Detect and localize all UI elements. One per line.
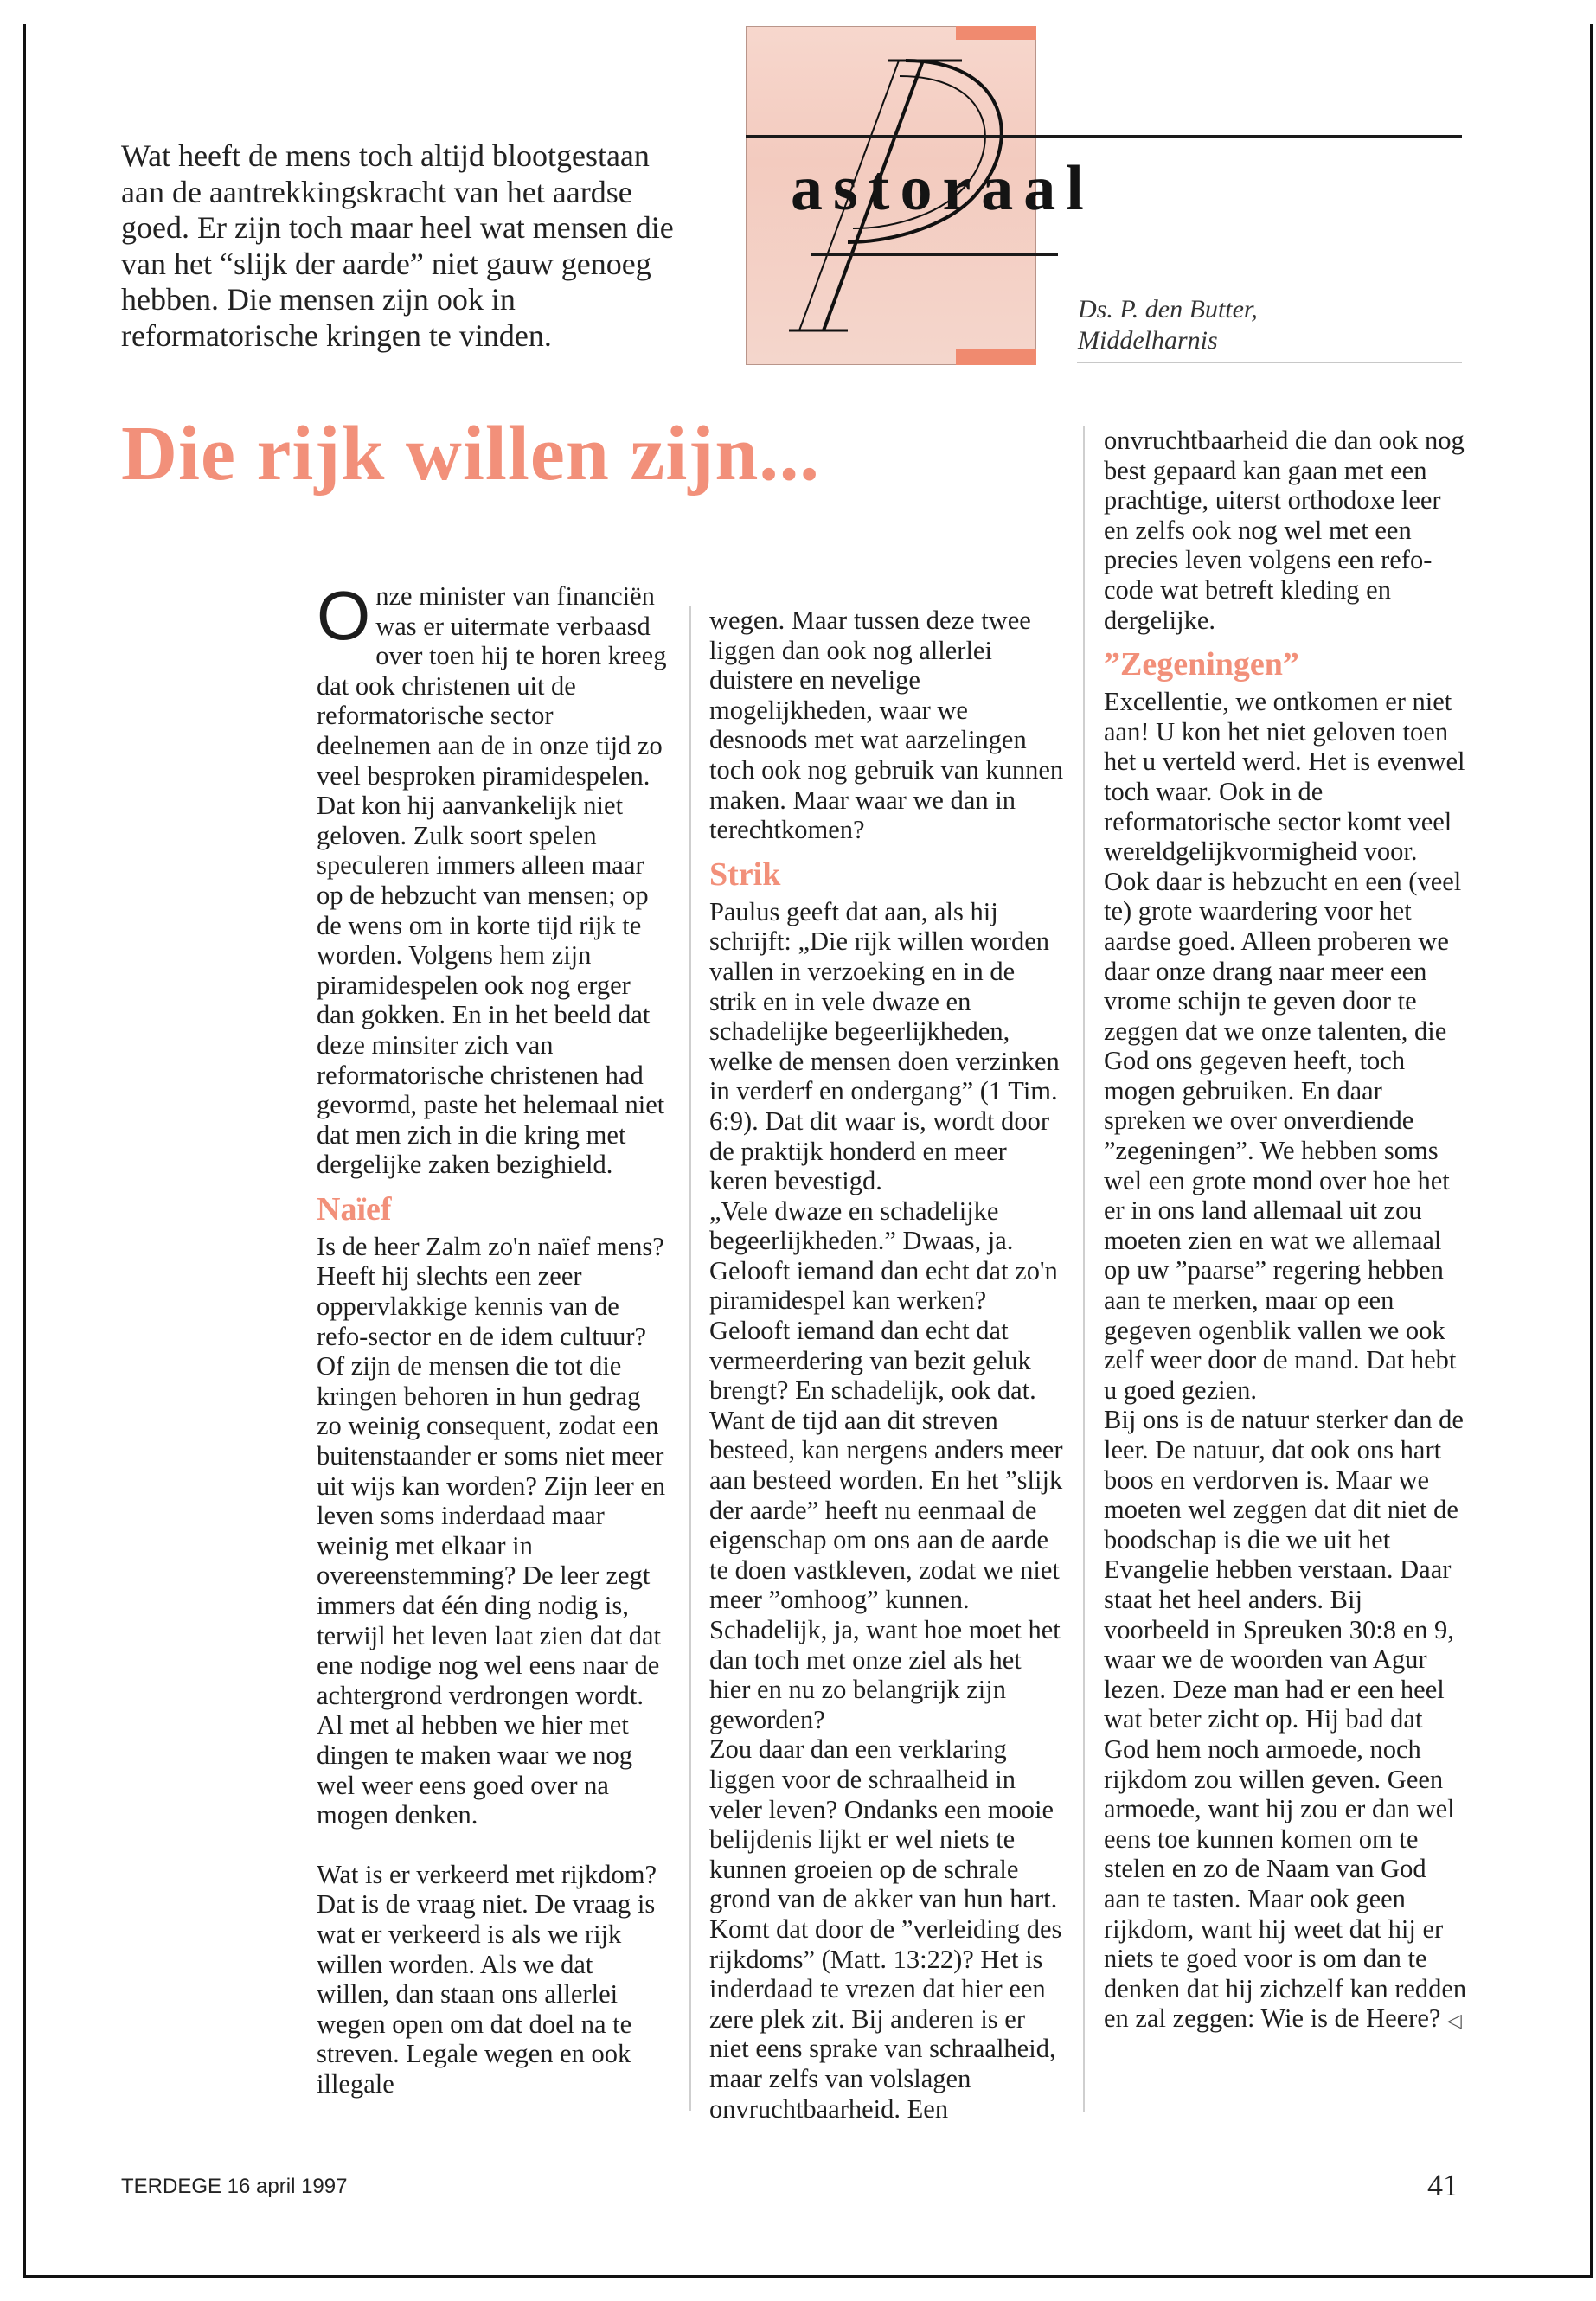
- paragraph: Wat is er verkeerd met rijkdom? Dat is de vraag niet. De vraag is wat er verkeerd is als we rijk willen worden. Als we dat willen, dan staan ons allerlei wegen open om dat doel na te streven. Legale wegen en ook illegale: [317, 1859, 657, 2099]
- page-frame-right: [1590, 24, 1593, 2278]
- article-column-1: [317, 577, 671, 2099]
- author-name: Ds. P. den Butter,: [1078, 295, 1258, 324]
- paragraph-text: Bij ons is de natuur sterker dan de leer. De natuur, dat ook ons hart boos en verdorven is. Maar we moeten wel zeggen dat dit niet de boodschap is die we uit het Evangelie hebben verstaan. Daar staat het heel anders. Bij voorbeeld in Spreuken 30:8 en 9, waar we de woorden van Agur lezen. Deze man had er een heel wat beter zicht op. Hij bad dat God hem noch armoede, noch rijkdom zou willen geven. Geen armoede, want hij zou er dan wel eens toe kunnen komen om te stelen en zo de Naam van God aan te tasten. Maar ook geen rijkdom, want hij weet dat hij er niets te goed voor is om dan te denken dat hij zichzelf kan redden en zal zeggen: Wie is de Heere?: [1104, 1405, 1467, 2034]
- paragraph-text: nze minister van financiën was er uitermate verbaasd over toen hij te horen kreeg dat ook christenen uit de reformatorische sector deelnemen aan de in onze tijd zo veel besproken piramidespelen. Dat kon hij aanvankelijk niet geloven. Zulk soort spelen speculeren immers alleen maar op de hebzucht van mensen; op de wens om in korte tijd rijk te worden. Volgens hem zijn piramidespelen ook nog erger dan gokken. En in het beeld dat deze minsiter zich van reformatorische christenen had gevormd, paste het helemaal niet dat men zich in die kring met dergelijke zaken bezighield.: [317, 581, 667, 1180]
- publication-footer: TERDEGE 16 april 1997: [121, 2175, 348, 2198]
- article-headline: Die rijk willen zijn...: [121, 411, 820, 497]
- intro-text: Wat heeft de mens toch altijd blootgestaan aan de aantrekkingskracht van het aardse goed. Er zijn toch maar heel wat mensen die van het “slijk der aarde” niet gauw genoeg hebben. Die mensen zijn ook in reformatorische kringen te vinden.: [121, 138, 674, 353]
- paragraph: onvruchtbaarheid die dan ook nog best gepaard kan gaan met een prachtige, uiterst orthodoxe leer en zelfs ook nog wel met een precies leven volgens een refo-code wat betreft kleding en dergelijke.: [1104, 426, 1465, 635]
- end-mark-icon: ◁: [1447, 2009, 1462, 2032]
- paragraph: [1104, 1405, 1467, 2035]
- page-frame-left: [23, 24, 26, 2278]
- page-number: 41: [1427, 2168, 1458, 2202]
- paragraph: Is de heer Zalm zo'n naïef mens? Heeft hij slechts een zeer oppervlakkige kennis van de refo-sector en de idem cultuur? Of zijn de mensen die tot die kringen behoren in hun gedrag zo weinig consequent, zodat een buitenstaander er soms niet meer uit wijs kan worden? Zijn leer en leven soms inderdaad maar weinig met elkaar in overeenstemming? De leer zegt immers dat één ding nodig is, terwijl het leven laat zien dat dat ene nodige nog wel eens naar de achtergrond verdrongen wordt. Al met al hebben we hier met dingen te maken waar we nog wel weer eens goed over na mogen denken.: [317, 1231, 666, 1830]
- subheading-strik: Strik: [709, 856, 781, 893]
- subheading-naief: Naïef: [317, 1190, 392, 1227]
- intro-lead: [121, 138, 683, 354]
- column-divider: [1083, 426, 1085, 2112]
- article-column-3: [1104, 426, 1467, 2036]
- paragraph: Paulus geeft dat aan, als hij schrijft: „Die rijk willen worden vallen in verzoeking en in de strik en in vele dwaze en schadelijke begeerlijkheden, welke de mensen doen verzinken in verderf en ondergang” (1 Tim. 6:9). Dat dit waar is, wordt door de praktijk honderd en meer keren bevestigd.: [709, 896, 1060, 1196]
- paragraph: wegen. Maar tussen deze twee liggen dan ook nog allerlei duistere en nevelige mogelijkheden, waar we desnoods met wat aarzelingen toch ook nog gebruik van kunnen maken. Maar waar we dan in terechtkomen?: [709, 606, 1064, 845]
- paragraph: Excellentie, we ontkomen er niet aan! U kon het niet geloven toen het u verteld werd. Het is evenwel toch waar. Ook in de reformatorische sector komt veel wereldgelijkvormigheid voor. Ook daar is hebzucht en een (veel te) grote waardering voor het aardse goed. Alleen proberen we daar onze drang naar meer een vrome schijn te geven door te zeggen dat we onze talenten, die God ons gegeven heeft, toch mogen gebruiken. En daar spreken we over onverdiende ”zegeningen”. We hebben soms wel een grote mond over hoe het er in ons land allemaal uit zou moeten zien en wat we allemaal op uw ”paarse” regering hebben aan te merken, maar op een gegeven ogenblik vallen we ook zelf weer door de mand. Dat hebt u goed gezien.: [1104, 687, 1465, 1405]
- author-byline: [1078, 294, 1258, 356]
- section-title: astoraal: [791, 153, 1094, 224]
- column-divider: [689, 606, 691, 2111]
- drop-cap: O: [317, 577, 371, 654]
- paragraph: Zou daar dan een verklaring liggen voor de schraalheid in veler leven? Ondanks een mooie belijdenis lijkt er wel niets te kunnen groeien op de schrale grond van de akker van hun hart. Komt dat door de ”verleiding des rijkdoms” (Matt. 13:22)? Het is inderdaad te vrezen dat hier een zere plek zit. Bij anderen is er niet eens sprake van schraalheid, maar zelfs van volslagen onvruchtbaarheid. Een: [709, 1734, 1062, 2124]
- header-rule-mid: [811, 253, 1058, 256]
- paragraph: „Vele dwaze en schadelijke begeerlijkheden.” Dwaas, ja. Gelooft iemand dan echt dat zo'n piramidespel kan werken? Gelooft iemand dan echt dat vermeerdering van bezit geluk brengt? En schadelijk, ook dat. Want de tijd aan dit streven besteed, kan nergens anders meer aan besteed worden. En het ”slijk der aarde” heeft nu eenmaal de eigenschap om ons aan de aarde te doen vastkleven, zodat we niet meer ”omhoog” kunnen. Schadelijk, ja, want hoe moet het dan toch met onze ziel als het hier en nu zo belangrijk zijn geworden?: [709, 1195, 1063, 1734]
- author-rule: [1077, 362, 1462, 363]
- paragraph: [317, 577, 671, 1180]
- header-rule-top: [746, 135, 1462, 138]
- page-frame-bottom: [23, 2275, 1593, 2278]
- subheading-zegeningen: ”Zegeningen”: [1104, 646, 1299, 683]
- author-place: Middelharnis: [1078, 326, 1218, 355]
- article-column-2: [709, 606, 1064, 2124]
